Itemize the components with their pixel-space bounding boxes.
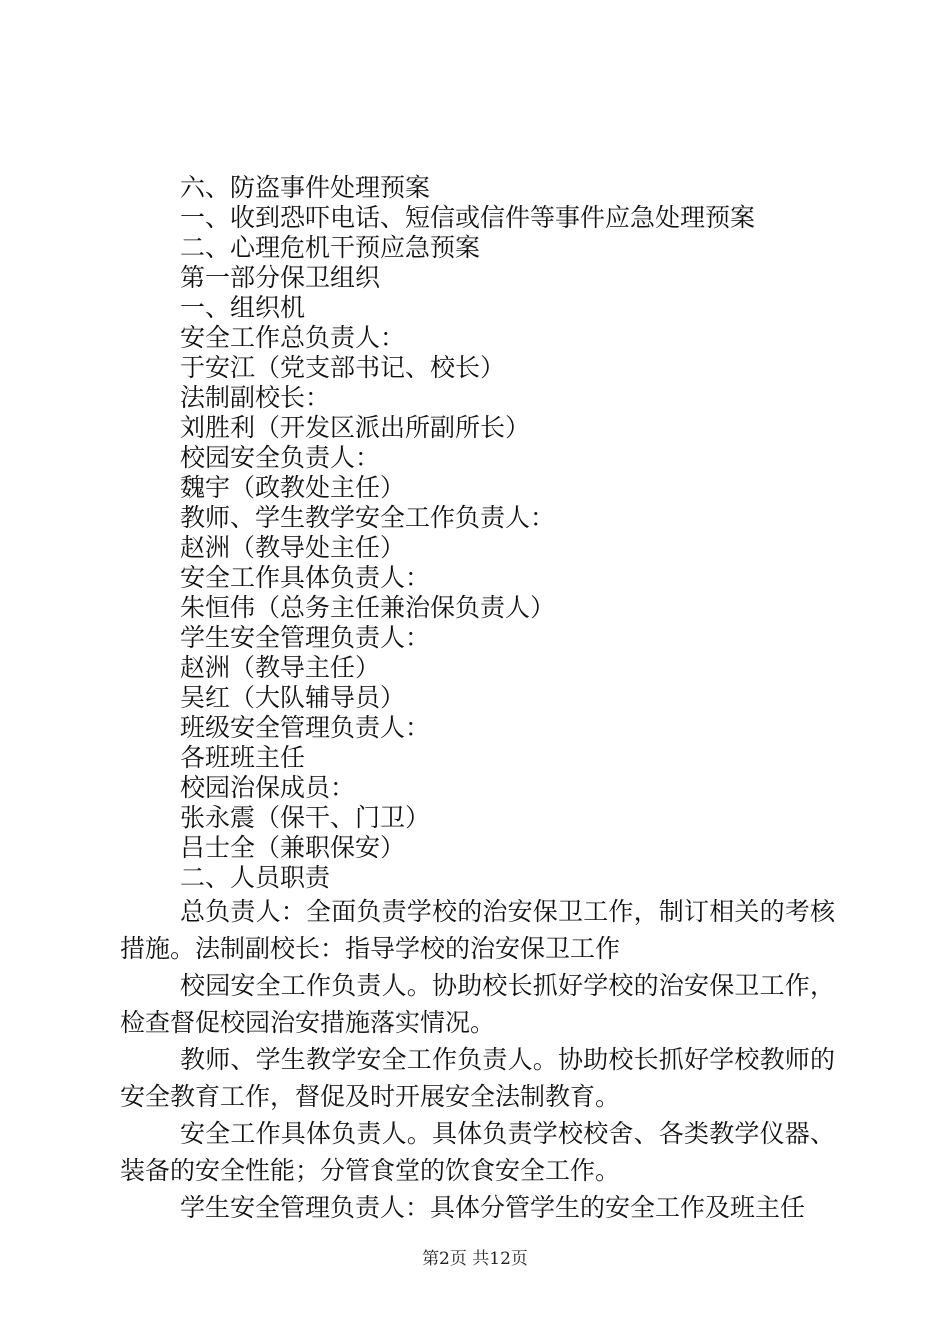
text-line: 一、收到恐吓电话、短信或信件等事件应急处理预案 — [180, 203, 756, 232]
text-line: 校园安全负责人： — [180, 443, 381, 472]
text-line: 刘胜利（开发区派出所副所长） — [180, 413, 531, 442]
text-line: 法制副校长： — [180, 383, 331, 412]
paragraph: 安全工作具体负责人。具体负责学校校舍、各类教学仪器、装备的安全性能；分管食堂的饮食安全工作。 — [120, 1119, 835, 1185]
text-line: 二、心理危机干预应急预案 — [180, 233, 481, 262]
paragraph: 教师、学生教学安全工作负责人。协助校长抓好学校教师的安全教育工作，督促及时开展安全法制教育。 — [120, 1045, 835, 1111]
document-body — [120, 173, 835, 1226]
text-line: 教师、学生教学安全工作负责人： — [180, 503, 556, 532]
text-line: 吴红（大队辅导员） — [180, 683, 406, 712]
paragraph: 校园安全工作负责人。协助校长抓好学校的治安保卫工作，检查督促校园治安措施落实情况。 — [120, 971, 835, 1037]
text-line: 于安江（党支部书记、校长） — [180, 353, 506, 382]
page-footer: 第2页 共12页 — [422, 1249, 528, 1269]
text-line: 班级安全管理负责人： — [180, 713, 431, 742]
paragraph: 总负责人：全面负责学校的治安保卫工作，制订相关的考核措施。法制副校长：指导学校的治安保卫工作 — [120, 897, 835, 963]
paragraph: 学生安全管理负责人：具体分管学生的安全工作及班主任 — [180, 1193, 806, 1222]
text-line: 一、组织机 — [180, 293, 306, 322]
text-line: 魏宇（政教处主任） — [180, 473, 406, 502]
section-heading: 第一部分保卫组织 — [180, 263, 381, 292]
text-line: 各班班主任 — [180, 743, 306, 772]
text-line: 朱恒伟（总务主任兼治保负责人） — [180, 593, 556, 622]
text-line: 安全工作总负责人： — [180, 323, 406, 352]
text-line: 学生安全管理负责人： — [180, 623, 431, 652]
text-line: 六、防盗事件处理预案 — [180, 173, 431, 202]
text-line: 二、人员职责 — [180, 863, 331, 892]
text-line: 赵洲（教导主任） — [180, 653, 381, 682]
text-line: 赵洲（教导处主任） — [180, 533, 406, 562]
text-line: 校园治保成员： — [180, 773, 356, 802]
text-line: 吕士全（兼职保安） — [180, 833, 406, 862]
text-line: 张永震（保干、门卫） — [180, 803, 431, 832]
text-line: 安全工作具体负责人： — [180, 563, 431, 592]
